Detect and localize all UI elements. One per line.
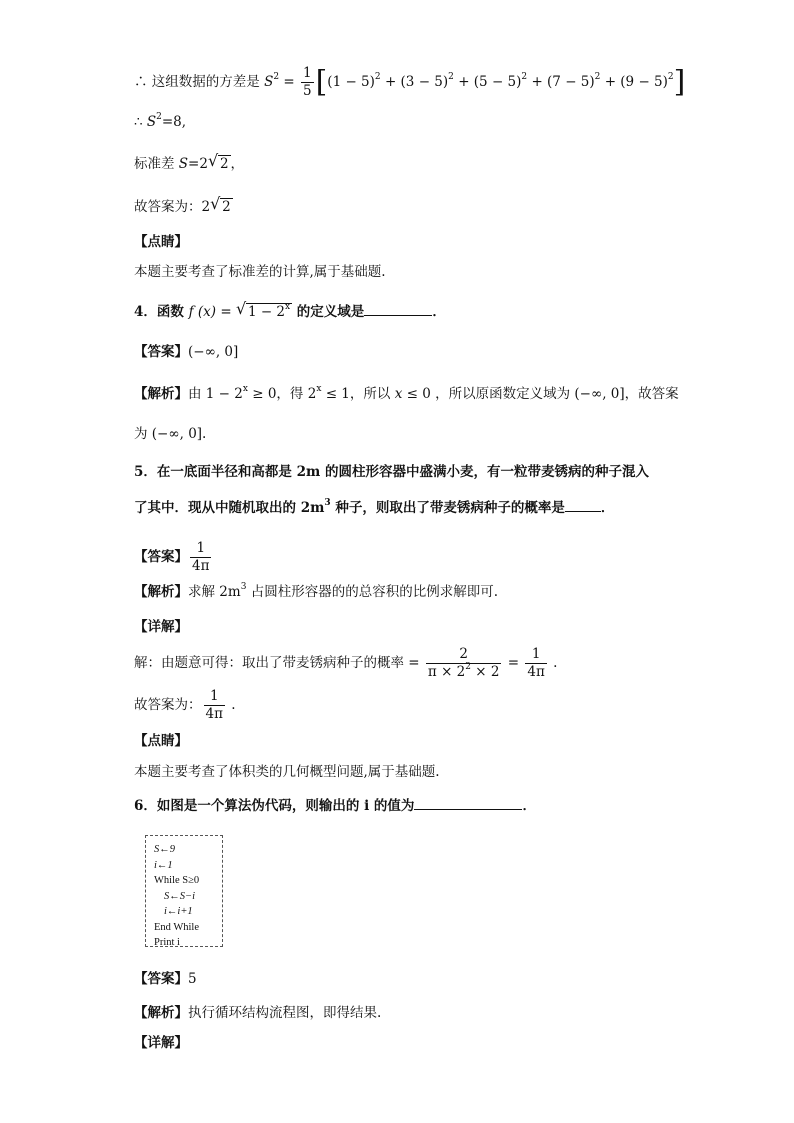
question-4: 4．函数 f (x) = √ $1 - 2^x$ 的定义域是 ． <box>134 299 446 320</box>
variance-line <box>134 62 685 102</box>
comment-text: 本题主要考查了标准差的计算,属于基础题. <box>134 264 386 280</box>
sqrt-symbol: √ 2 <box>210 194 231 215</box>
answer-blank <box>414 795 522 810</box>
code-line: i←i+1 <box>164 906 193 917</box>
answer-intro-line: 故答案为：2 √ 2 <box>134 194 231 215</box>
code-line: End While <box>154 921 200 933</box>
q4-analysis-line2: 为 (−∞, 0]. <box>134 426 207 442</box>
code-line: While S≥0 <box>154 875 200 886</box>
fraction-denominator: 5 <box>302 83 312 99</box>
left-bracket: [ <box>315 64 328 100</box>
sqrt-symbol: √ $1 - 2^x$ <box>235 299 291 320</box>
stddev-line: 标准差 S=2 √ 2 ， <box>134 151 245 172</box>
q5-comment-tag: 【点睛】 <box>134 733 188 749</box>
q6-analysis: 【解析】执行循环结构流程图，即得结果. <box>134 1005 382 1021</box>
variance-fraction <box>301 65 314 100</box>
code-line: i←1 <box>154 859 173 871</box>
q6-answer: 【答案】5 <box>134 971 197 987</box>
q4-analysis: 【解析】由 $1 - 2^x \ge 0$，得 $2^x \le 1$，所以 x ≤ 0 ，所以原函数定义域为 (−∞, 0]，故答案 <box>134 384 679 402</box>
variance-term-1: $(1 - 5)^2$ <box>327 72 381 90</box>
q6-detail-tag: 【详解】 <box>134 1035 188 1051</box>
variance-prefix: ∴ 这组数据的方差是 <box>134 74 260 90</box>
question-6: 6．如图是一个算法伪代码，则输出的 i 的值为 ． <box>134 795 536 816</box>
variance-result-line: ∴ $S^2=8$, <box>134 112 187 130</box>
fraction-numerator: 1 <box>302 65 312 81</box>
q5-detail-tag: 【详解】 <box>134 619 188 635</box>
code-line: S←S−i <box>164 890 196 902</box>
q5-detail: 解：由题意可得：取出了带麦锈病种子的概率 = $\frac{2}{\pi \times 2^2 \times 2}$ = $\frac{1}{4\pi}$ . <box>134 646 558 680</box>
question-5-line1: 5．在一底面半径和高都是 2m 的圆柱形容器中盛满小麦，有一粒带麦锈病的种子混入 <box>134 464 649 480</box>
q5-comment: 本题主要考查了体积类的几何概型问题,属于基础题. <box>134 764 440 780</box>
variance-exponent: 2 <box>273 72 280 82</box>
answer-blank <box>565 497 601 512</box>
question-5-line2: 了其中．现从中随机取出的 $2m^3$ 种子，则取出了带麦锈病种子的概率是 ． <box>134 498 615 516</box>
code-line: S←9 <box>154 844 175 855</box>
answer-blank <box>364 301 432 316</box>
variance-symbol: S <box>264 74 274 90</box>
variance-term-2: + $(3 - 5)^2$ <box>384 72 454 90</box>
q5-analysis: 【解析】求解 $2m^3$ 占圆柱形容器的的总容积的比例求解即可. <box>134 582 499 600</box>
variance-term-3: + $(5 - 5)^2$ <box>458 72 528 90</box>
q4-answer: 【答案】(−∞, 0] <box>134 344 239 360</box>
sqrt-symbol: √ 2 <box>207 151 229 172</box>
code-line: Print i <box>154 937 180 948</box>
right-bracket: ] <box>673 64 686 100</box>
comment-tag: 【点睛】 <box>134 234 188 250</box>
variance-term-4: + $(7 - 5)^2$ <box>531 72 601 90</box>
q5-answer: 【答案】 $\frac{1}{4\pi}$ <box>134 540 210 574</box>
variance-term-5: + $(9 - 5)^2$ <box>604 72 674 90</box>
q5-final: 故答案为： $\frac{1}{4\pi}$ . <box>134 688 236 722</box>
pseudocode-box <box>145 835 223 947</box>
variance-equals: = <box>279 74 299 90</box>
